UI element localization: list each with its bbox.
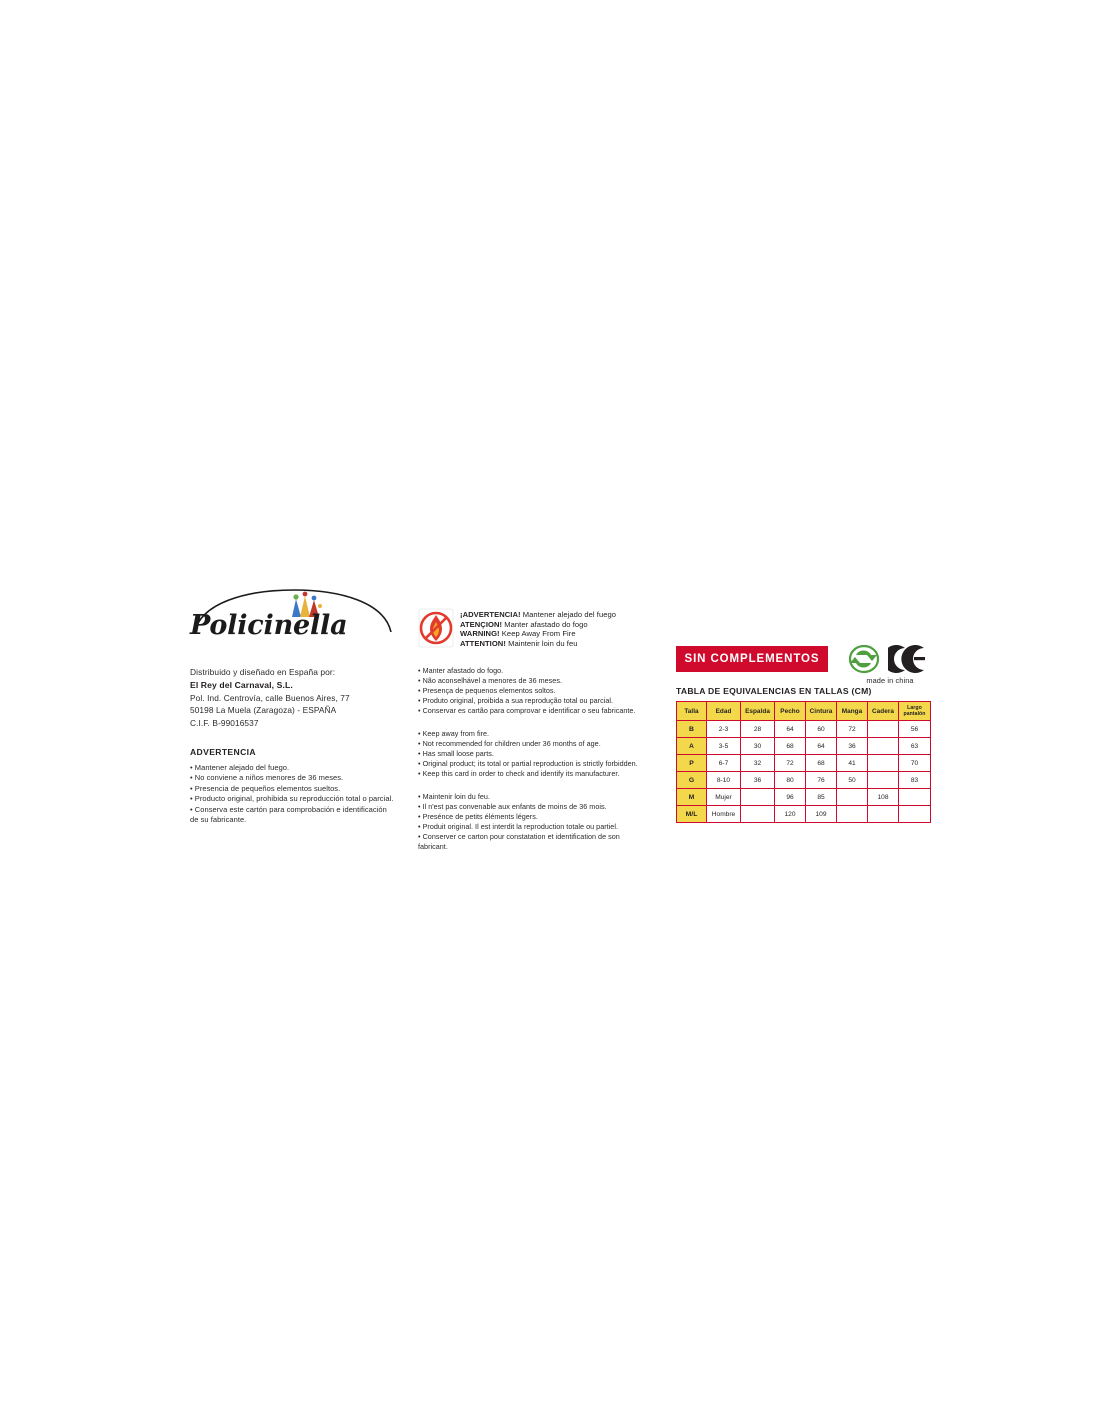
cell-edad: 6-7 bbox=[707, 755, 741, 772]
warning-heading-es: ADVERTENCIA bbox=[190, 746, 256, 757]
table-row bbox=[677, 789, 931, 806]
list-item: • Conservar es cartão para comprovar e identificar o seu fabricante. bbox=[418, 706, 636, 715]
cell-espalda: 28 bbox=[741, 721, 775, 738]
cell-cadera bbox=[868, 806, 899, 823]
cell-manga: 50 bbox=[837, 772, 868, 789]
cell-talla: P bbox=[677, 755, 707, 772]
col-header-manga: Manga bbox=[837, 702, 868, 721]
list-item: • Produto original, proibida a sua reprodução total ou parcial. bbox=[418, 696, 613, 705]
cell-pecho: 80 bbox=[775, 772, 806, 789]
cell-pecho: 72 bbox=[775, 755, 806, 772]
brand-logo bbox=[190, 588, 395, 654]
cell-cadera: 108 bbox=[868, 789, 899, 806]
cell-espalda: 30 bbox=[741, 738, 775, 755]
distributor-tax-id: C.I.F. B-99016537 bbox=[190, 718, 259, 729]
cell-manga bbox=[837, 806, 868, 823]
cell-cintura: 68 bbox=[806, 755, 837, 772]
warning-line-pt bbox=[460, 620, 660, 630]
cell-largo: 63 bbox=[899, 738, 931, 755]
cell-talla: M bbox=[677, 789, 707, 806]
table-row bbox=[677, 738, 931, 755]
warning-bullets-es bbox=[190, 763, 420, 825]
warning-strong-en: WARNING! bbox=[460, 629, 500, 639]
table-row bbox=[677, 772, 931, 789]
cell-cintura: 64 bbox=[806, 738, 837, 755]
cell-largo bbox=[899, 789, 931, 806]
cell-cintura: 60 bbox=[806, 721, 837, 738]
warning-strong-pt: ATENÇION! bbox=[460, 619, 503, 629]
list-item-continuation: de su fabricante. bbox=[190, 815, 247, 825]
cell-largo: 70 bbox=[899, 755, 931, 772]
list-item: • Mantener alejado del fuego. bbox=[190, 762, 290, 772]
warning-rest-fr: Maintenir loin du feu bbox=[505, 638, 578, 648]
list-item: • Manter afastado do fogo. bbox=[418, 666, 504, 675]
col-header-cadera: Cadera bbox=[868, 702, 899, 721]
list-item: • Não aconselhável a menores de 36 meses. bbox=[418, 676, 562, 685]
table-row bbox=[677, 721, 931, 738]
warning-line-fr bbox=[460, 639, 660, 649]
cell-cintura: 76 bbox=[806, 772, 837, 789]
table-row bbox=[677, 755, 931, 772]
list-item: • Conserva este cartón para comprobación e identificación bbox=[190, 804, 387, 814]
cell-manga bbox=[837, 789, 868, 806]
warning-strong-fr: ATTENTION! bbox=[460, 638, 506, 648]
list-item: • Original product; its total or partial reproduction is strictly forbidden. bbox=[418, 759, 638, 768]
cell-espalda bbox=[741, 789, 775, 806]
warning-strong-es: ¡ADVERTENCIA! bbox=[460, 610, 521, 619]
table-row bbox=[677, 806, 931, 823]
cell-largo: 56 bbox=[899, 721, 931, 738]
warning-text-block bbox=[460, 610, 660, 648]
bullets-english bbox=[418, 729, 658, 779]
list-item: • Not recommended for children under 36 months of age. bbox=[418, 739, 601, 748]
list-item: • Keep away from fire. bbox=[418, 729, 490, 738]
list-item: • Presénce de petits éléments légers. bbox=[418, 812, 538, 821]
cell-pecho: 64 bbox=[775, 721, 806, 738]
cell-edad: 8-10 bbox=[707, 772, 741, 789]
col-header-cintura: Cintura bbox=[806, 702, 837, 721]
list-item: • Produit original. Il est interdit la reproduction totale ou partiel. bbox=[418, 822, 618, 831]
multilingual-column bbox=[418, 608, 658, 852]
cell-talla: G bbox=[677, 772, 707, 789]
badge-row bbox=[676, 640, 936, 685]
made-in-label: made in china bbox=[866, 676, 914, 685]
col-header-talla: Talla bbox=[677, 702, 707, 721]
cell-edad: 3-5 bbox=[707, 738, 741, 755]
warning-rest-pt: Manter afastado do fogo bbox=[502, 619, 588, 629]
list-item: • Conserver ce carton pour constatation et identification de son bbox=[418, 832, 620, 841]
ce-mark-icon bbox=[888, 644, 928, 674]
list-item: • Maintenir loin du feu. bbox=[418, 792, 490, 801]
distributor-address-1: Pol. Ind. Centrovía, calle Buenos Aires, 77 bbox=[190, 692, 350, 703]
cell-cadera bbox=[868, 772, 899, 789]
warning-rest-es: Mantener alejado del fuego bbox=[520, 610, 617, 619]
cell-edad: Mujer bbox=[707, 789, 741, 806]
cell-manga: 72 bbox=[837, 721, 868, 738]
cell-espalda: 32 bbox=[741, 755, 775, 772]
col-header-pecho: Pecho bbox=[775, 702, 806, 721]
cell-manga: 36 bbox=[837, 738, 868, 755]
cell-largo: 83 bbox=[899, 772, 931, 789]
cell-talla: B bbox=[677, 721, 707, 738]
list-item: • Producto original, prohibida su reproducción total o parcial. bbox=[190, 794, 394, 804]
table-header-row bbox=[677, 702, 931, 721]
warning-line-es bbox=[460, 610, 660, 620]
warning-rest-en: Keep Away From Fire bbox=[499, 629, 576, 639]
cell-cintura: 109 bbox=[806, 806, 837, 823]
cell-espalda bbox=[741, 806, 775, 823]
cell-pecho: 68 bbox=[775, 738, 806, 755]
brand-name: Policinella bbox=[190, 610, 348, 641]
col-header-espalda: Espalda bbox=[741, 702, 775, 721]
distributor-intro: Distribuido y diseñado en España por: bbox=[190, 667, 336, 677]
cell-talla: M/L bbox=[677, 806, 707, 823]
cell-manga: 41 bbox=[837, 755, 868, 772]
distributor-column bbox=[190, 588, 420, 825]
cell-pecho: 120 bbox=[775, 806, 806, 823]
list-item: • Has small loose parts. bbox=[418, 749, 494, 758]
distributor-address-2: 50198 La Muela (Zaragoza) - ESPAÑA bbox=[190, 705, 337, 716]
no-fire-warning-icon bbox=[418, 608, 454, 648]
cell-talla: A bbox=[677, 738, 707, 755]
bullets-portuguese bbox=[418, 666, 658, 716]
list-item: • No conviene a niños menores de 36 meses. bbox=[190, 773, 344, 783]
col-header-edad: Edad bbox=[707, 702, 741, 721]
cell-cadera bbox=[868, 738, 899, 755]
green-dot-recycle-icon bbox=[848, 644, 880, 674]
cell-largo bbox=[899, 806, 931, 823]
list-item: • Presencia de pequeños elementos sueltos. bbox=[190, 783, 341, 793]
size-equivalence-table bbox=[676, 701, 931, 823]
sizes-column bbox=[676, 640, 936, 823]
bullets-french bbox=[418, 792, 658, 852]
list-item: • Presença de pequenos elementos soltos. bbox=[418, 686, 556, 695]
cell-edad: Hombre bbox=[707, 806, 741, 823]
cell-cadera bbox=[868, 755, 899, 772]
list-item-continuation: fabricant. bbox=[418, 842, 448, 851]
warning-line-en bbox=[460, 629, 660, 639]
cell-espalda: 36 bbox=[741, 772, 775, 789]
distributor-company: El Rey del Carnaval, S.L. bbox=[190, 679, 293, 690]
list-item: • Keep this card in order to check and identify its manufacturer. bbox=[418, 769, 620, 778]
warning-banner bbox=[418, 608, 658, 652]
col-header-largo-pantalon: Largo pantalón bbox=[899, 702, 931, 721]
list-item: • Il n'est pas convenable aux enfants de moins de 36 mois. bbox=[418, 802, 607, 811]
cell-pecho: 96 bbox=[775, 789, 806, 806]
size-table-title: TABLA DE EQUIVALENCIAS EN TALLAS (CM) bbox=[676, 686, 872, 696]
status-badge: SIN COMPLEMENTOS bbox=[676, 646, 828, 672]
cell-cintura: 85 bbox=[806, 789, 837, 806]
cell-cadera bbox=[868, 721, 899, 738]
cell-edad: 2-3 bbox=[707, 721, 741, 738]
